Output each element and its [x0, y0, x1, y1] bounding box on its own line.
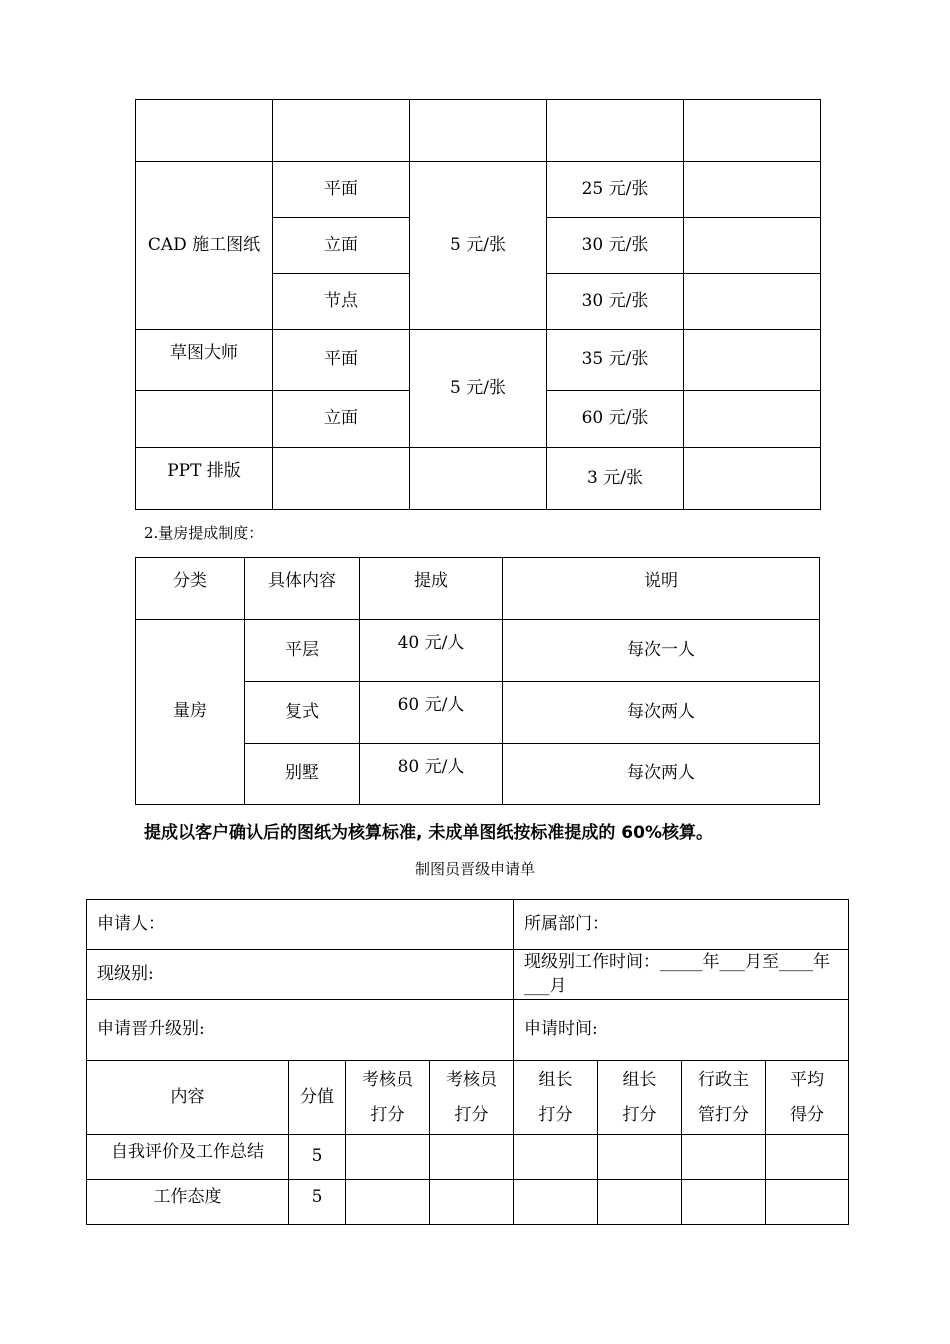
section-title: 2.量房提成制度：: [144, 524, 264, 542]
content-cell: 别墅: [245, 744, 360, 805]
content-cell: 工作态度: [87, 1180, 289, 1225]
input-cell[interactable]: [682, 1135, 766, 1180]
unit-price-cell: 5 元/张: [410, 162, 547, 330]
drawing-commission-table: [135, 99, 821, 510]
table-cell: [136, 391, 273, 448]
commission-cell: 80 元/人: [360, 744, 503, 805]
value-cell: 35 元/张: [547, 330, 684, 391]
input-cell[interactable]: [346, 1135, 430, 1180]
value-cell: 30 元/张: [547, 218, 684, 274]
commission-note: 提成以客户确认后的图纸为核算标准, 未成单图纸按标准提成的 60%核算。: [144, 823, 713, 843]
table-cell: [684, 162, 821, 218]
form-row: [87, 900, 849, 950]
table-cell: [410, 448, 547, 510]
input-cell[interactable]: [598, 1180, 682, 1225]
table-header-row: [136, 558, 820, 620]
input-cell[interactable]: [346, 1180, 430, 1225]
promotion-application-form: [86, 899, 849, 1225]
table-cell: [273, 100, 410, 162]
sketch-category-cell: 草图大师: [136, 330, 273, 391]
content-cell: 平层: [245, 620, 360, 682]
header-cell: 提成: [360, 558, 503, 620]
form-header-row: [87, 1061, 849, 1135]
input-cell[interactable]: [766, 1180, 849, 1225]
note-cell: 每次一人: [503, 620, 820, 682]
content-cell: 复式: [245, 682, 360, 744]
table-cell: [684, 448, 821, 510]
table-row: [136, 162, 821, 218]
table-row: [136, 448, 821, 510]
input-cell[interactable]: [766, 1135, 849, 1180]
note-cell: 每次两人: [503, 682, 820, 744]
input-cell[interactable]: [430, 1135, 514, 1180]
table-cell: [684, 274, 821, 330]
header-cell: 考核员 打分: [430, 1061, 514, 1135]
score-cell: 5: [289, 1180, 346, 1225]
table-cell: [684, 330, 821, 391]
table-row: [136, 330, 821, 391]
current-level-field[interactable]: 现级别:: [87, 950, 514, 1000]
input-cell[interactable]: [514, 1135, 598, 1180]
item-cell: 平面: [273, 162, 410, 218]
item-cell: 立面: [273, 218, 410, 274]
value-cell: 60 元/张: [547, 391, 684, 448]
input-cell[interactable]: [598, 1135, 682, 1180]
value-cell: 25 元/张: [547, 162, 684, 218]
measurement-commission-table: [135, 557, 820, 805]
form-row: [87, 1000, 849, 1061]
table-cell: [684, 100, 821, 162]
header-cell: 内容: [87, 1061, 289, 1135]
applicant-field[interactable]: 申请人：: [87, 900, 514, 950]
item-cell: 节点: [273, 274, 410, 330]
ppt-category-cell: PPT 排版: [136, 448, 273, 510]
table-cell: [547, 100, 684, 162]
table-row: [136, 100, 821, 162]
header-cell: 分类: [136, 558, 245, 620]
apply-level-field[interactable]: 申请晋升级别:: [87, 1000, 514, 1061]
form-row: [87, 950, 849, 1000]
header-cell: 组长 打分: [514, 1061, 598, 1135]
value-cell: 3 元/张: [547, 448, 684, 510]
form-row: [87, 1135, 849, 1180]
category-cell: 量房: [136, 620, 245, 805]
value-cell: 30 元/张: [547, 274, 684, 330]
header-cell: 说明: [503, 558, 820, 620]
apply-time-field[interactable]: 申请时间:: [514, 1000, 849, 1061]
note-cell: 每次两人: [503, 744, 820, 805]
content-cell: 自我评价及工作总结: [87, 1135, 289, 1180]
table-cell: [136, 100, 273, 162]
input-cell[interactable]: [682, 1180, 766, 1225]
unit-price-cell: 5 元/张: [410, 330, 547, 448]
input-cell[interactable]: [430, 1180, 514, 1225]
header-cell: 考核员 打分: [346, 1061, 430, 1135]
commission-cell: 60 元/人: [360, 682, 503, 744]
header-cell: 具体内容: [245, 558, 360, 620]
header-cell: 分值: [289, 1061, 346, 1135]
item-cell: 立面: [273, 391, 410, 448]
header-cell: 组长 打分: [598, 1061, 682, 1135]
table-cell: [273, 448, 410, 510]
header-cell: 平均 得分: [766, 1061, 849, 1135]
current-level-time-field[interactable]: 现级别工作时间：_____年___月至____年___月: [514, 950, 849, 1000]
table-cell: [684, 391, 821, 448]
department-field[interactable]: 所属部门：: [514, 900, 849, 950]
cad-category-cell: CAD 施工图纸: [136, 162, 273, 330]
table-row: [136, 620, 820, 682]
table-cell: [410, 100, 547, 162]
table-cell: [684, 218, 821, 274]
form-row: [87, 1180, 849, 1225]
commission-cell: 40 元/人: [360, 620, 503, 682]
item-cell: 平面: [273, 330, 410, 391]
input-cell[interactable]: [514, 1180, 598, 1225]
form-title: 制图员晋级申请单: [414, 860, 535, 878]
header-cell: 行政主 管打分: [682, 1061, 766, 1135]
score-cell: 5: [289, 1135, 346, 1180]
